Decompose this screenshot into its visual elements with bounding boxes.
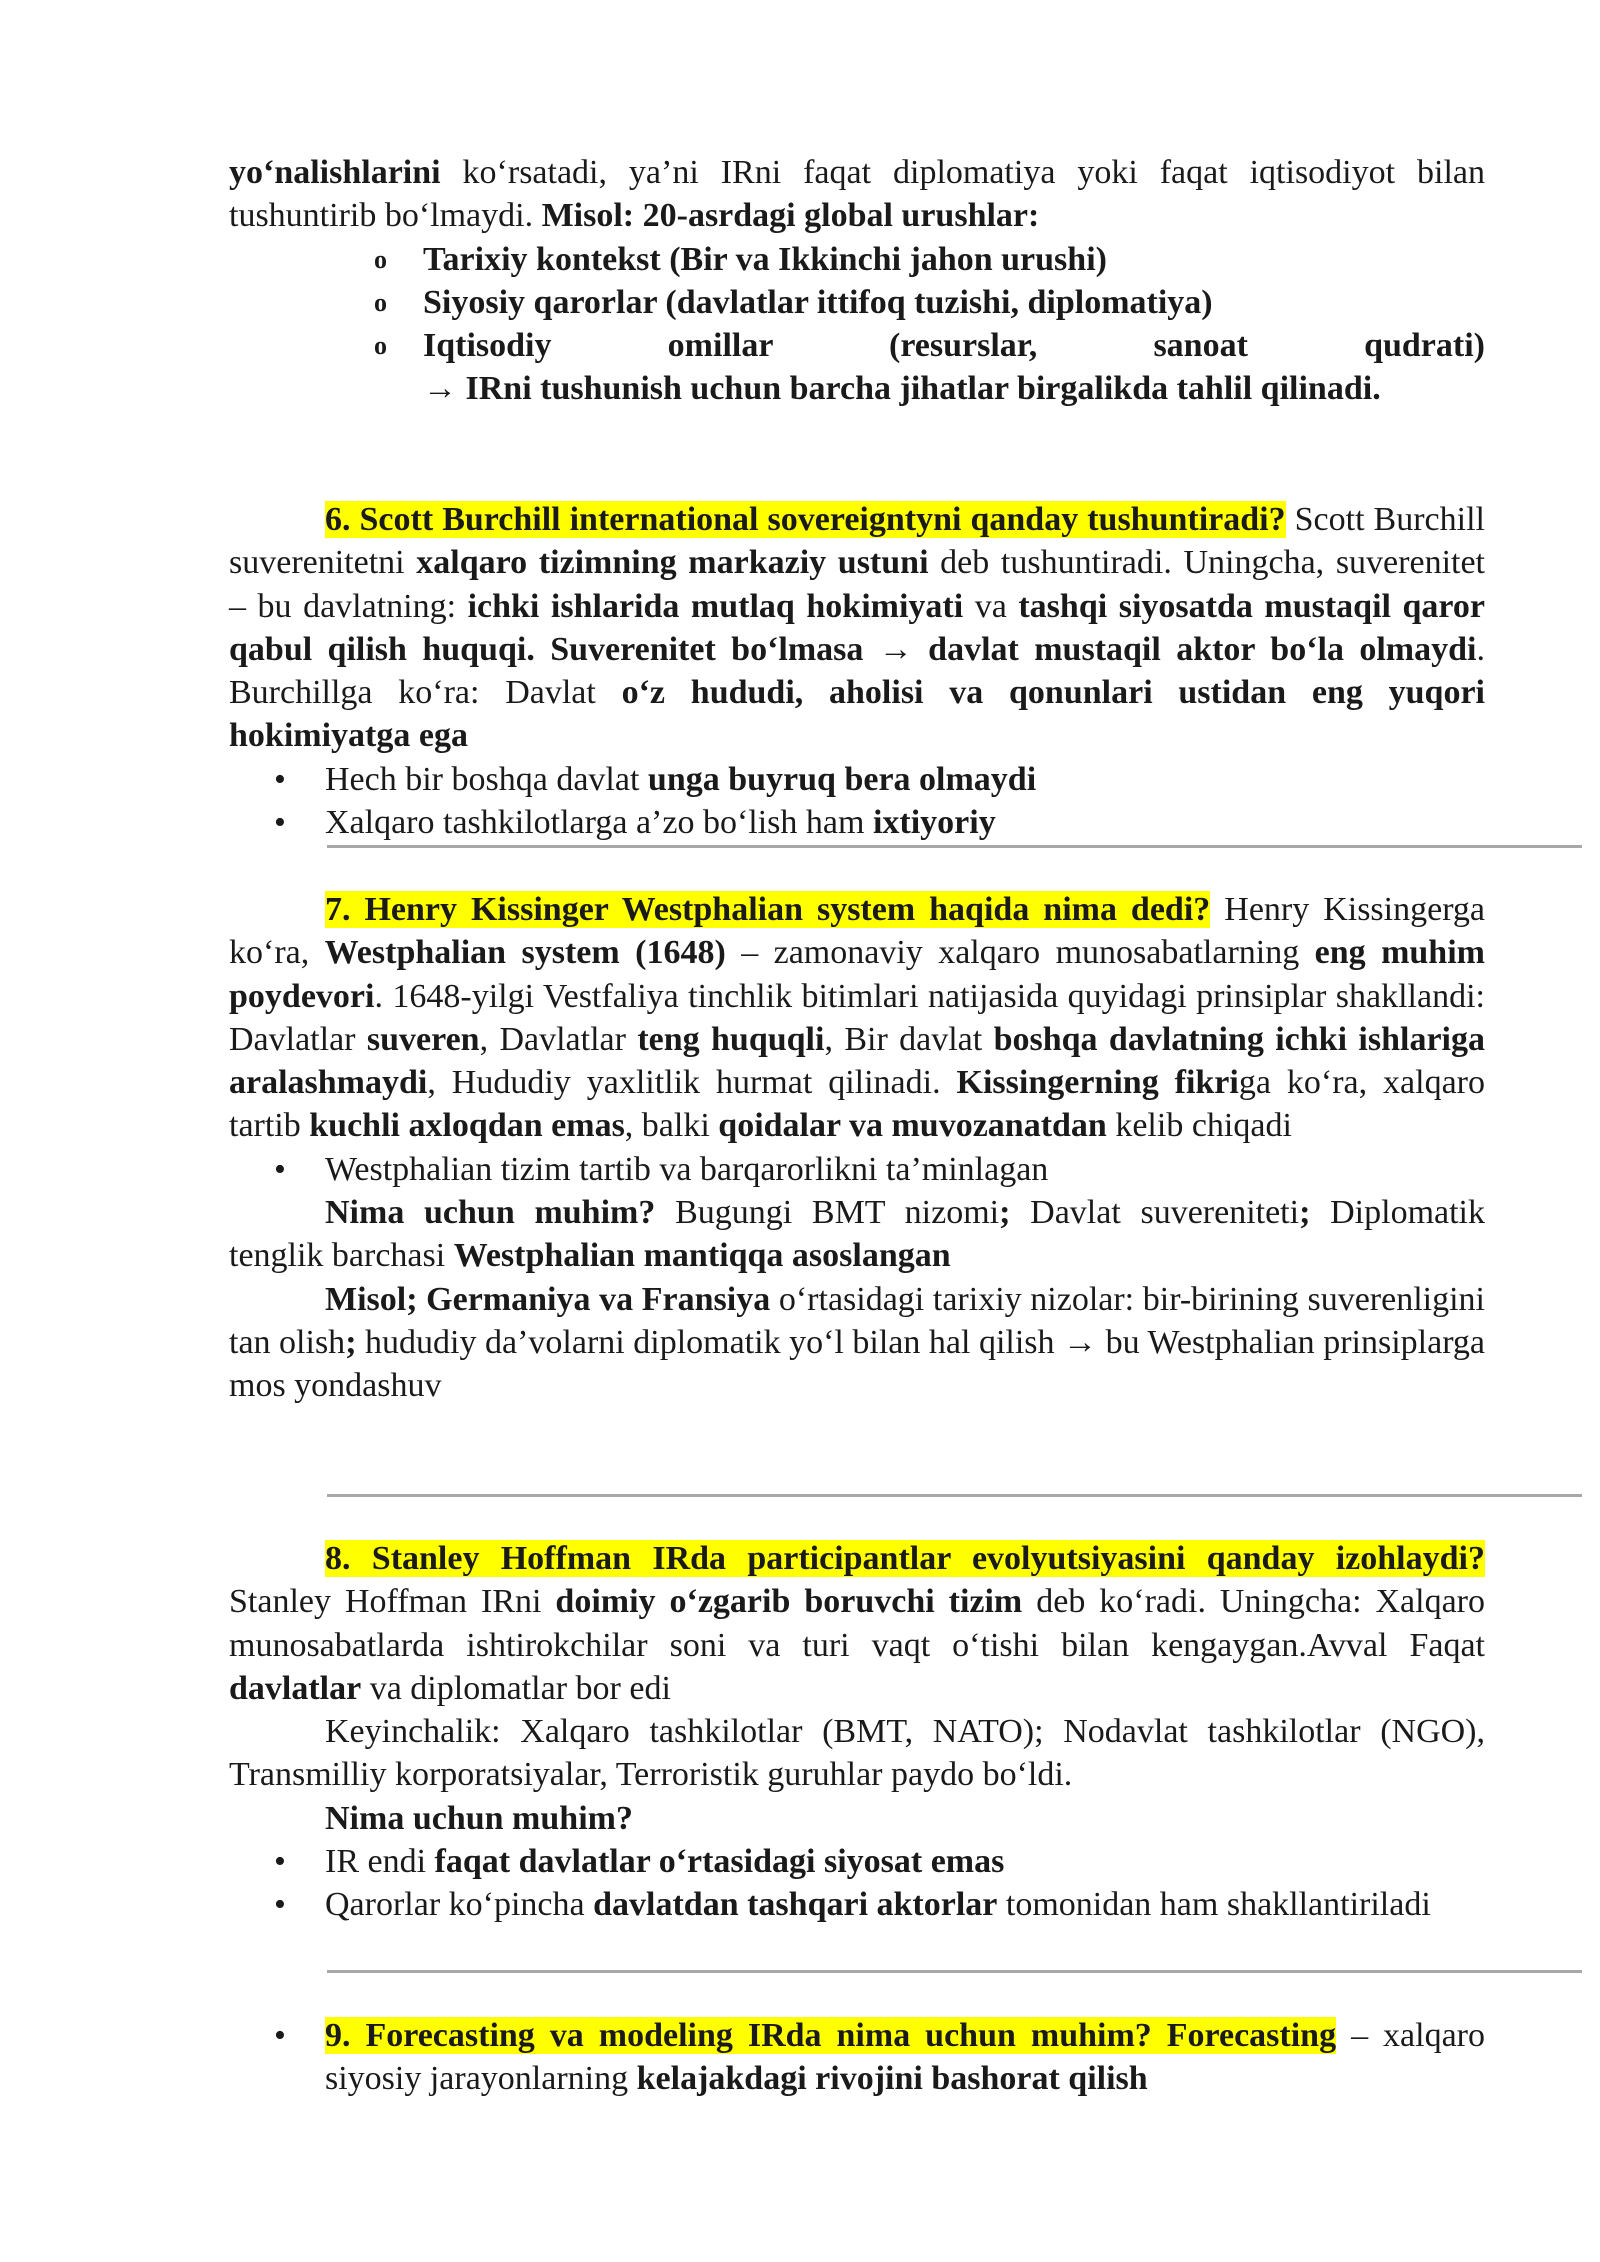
text: , Hududiy yaxlitlik hurmat qilinadi. (427, 1064, 957, 1102)
text: , balki (624, 1107, 719, 1145)
arrow-icon: → (423, 370, 457, 408)
horizontal-rule (327, 1494, 1582, 1497)
bullet-icon: • (274, 1150, 286, 1188)
text: Bugungi BMT nizomi (655, 1194, 1000, 1232)
conclusion-line (423, 370, 1381, 407)
section-7 (229, 888, 1485, 1408)
text: Hech bir boshqa davlat (325, 760, 648, 798)
circle-bullet-icon: o (374, 244, 387, 274)
question-heading: 7. Henry Kissinger Westphalian system haqida nima dedi? (325, 891, 1211, 928)
text: – zamonaviy xalqaro munosabatlarning (725, 934, 1315, 972)
text: va (963, 587, 1019, 625)
horizontal-rule (327, 845, 1582, 848)
list-item-text: Tarixiy kontekst (Bir va Ikkinchi jahon urushi) (423, 240, 1107, 278)
text: hududiy da’volarni diplomatik yo‘l bilan hal qilish (356, 1323, 1055, 1361)
bold-text: xalqaro tizimning markaziy ustuni (416, 544, 929, 582)
bold-text: yo‘nalishlarini (229, 154, 441, 191)
list-item (229, 801, 1485, 844)
bold-text: ichki ishlarida mutlaq hokimiyati (467, 587, 964, 625)
text: . Burchillga ko‘ra: Davlat (229, 630, 1485, 712)
text: deb tushuntiradi. Uningcha, suverenitet – bu davlatning: (229, 544, 1485, 625)
text: deb ko‘radi. Uningcha: Xalqaro munosabatlarda ishtirokchilar soni va turi vaqt o‘tishi bilan kengaygan.Avval Faqat (229, 1583, 1485, 1664)
bold-text: teng huquqli (637, 1020, 825, 1058)
text: bu Westphalian prinsiplarga mos yondashuv (229, 1323, 1485, 1405)
bullet-list (229, 1148, 1485, 1191)
bold-text: faqat davlatlar o‘rtasidagi siyosat emas (434, 1843, 1005, 1881)
bold-text: tashqi siyosatda mustaqil qaror qabul qilish huquqi. Suverenitet bo‘lmasa → davlat mustaqil aktor bo‘la olmaydi (229, 587, 1485, 668)
bold-text: Nima uchun muhim? (325, 1799, 633, 1837)
paragraph (229, 1797, 1485, 1840)
bold-text: ; (1299, 1194, 1311, 1232)
paragraph (229, 498, 1485, 758)
bold-text: o‘z hududi, aholisi va qonunlari ustidan eng yuqori hokimiyatga ega (229, 674, 1485, 755)
text: Qarorlar ko‘pincha (325, 1886, 594, 1924)
section-8 (229, 1537, 1485, 1927)
text: ko‘rsatadi, ya’ni IRni faqat diplomatiya yoki faqat iqtisodiyot bilan tushuntirib bo‘lmaydi. (229, 154, 1485, 235)
bold-text: qoidalar va muvozanatdan (718, 1107, 1107, 1145)
bullet-list (229, 758, 1485, 845)
list-item (229, 1148, 1485, 1191)
question-heading: 6. Scott Burchill international sovereigntyni qanday tushuntiradi? (325, 501, 1286, 538)
text: – xalqaro siyosiy jarayonlarning (325, 2017, 1485, 2098)
bold-text: Misol; Germaniya va Fransiya (325, 1280, 771, 1318)
text: . 1648-yilgi Vestfaliya tinchlik bitimlari natijasida quyidagi prinsiplar shakllandi: Davlatlar (229, 977, 1485, 1058)
list-item (229, 758, 1485, 801)
text: Diplomatik tenglik barchasi (229, 1194, 1485, 1275)
list-item (229, 1883, 1485, 1926)
bullet-icon: • (274, 1843, 286, 1881)
list-item (229, 1840, 1485, 1883)
bold-text: doimiy o‘zgarib boruvchi tizim (555, 1583, 1023, 1621)
list-item-text: Iqtisodiy omillar (resurslar, sanoat qudrati) (423, 327, 1485, 365)
list-item (229, 281, 1485, 324)
text: , Davlatlar (479, 1020, 638, 1058)
text: Davlat suvereniteti (1010, 1194, 1300, 1232)
list-item (229, 324, 1485, 411)
conclusion-text: IRni tushunish uchun barcha jihatlar birgalikda tahlil qilinadi. (465, 370, 1381, 408)
text: Scott Burchill suverenitetni (229, 501, 1485, 582)
bold-text: Kissingerning fikri (956, 1064, 1239, 1102)
circle-list (229, 238, 1485, 411)
text: tomonidan ham shakllantiriladi (997, 1886, 1431, 1924)
list-item-text: Siyosiy qarorlar (davlatlar ittifoq tuzishi, diplomatiya) (423, 283, 1213, 321)
text: va diplomatlar bor edi (361, 1669, 671, 1707)
bold-text: kelajakdagi rivojini bashorat qilish (636, 2060, 1148, 2098)
list-item (229, 238, 1485, 281)
text: Xalqaro tashkilotlarga a’zo bo‘lish ham (325, 804, 873, 842)
text: o‘rtasidagi tarixiy nizolar: bir-birining suverenligini tan olish (229, 1280, 1485, 1361)
bold-text: Westphalian system (1648) (324, 934, 726, 972)
section-9 (229, 2014, 1485, 2101)
question-heading: 9. Forecasting va modeling IRda nima uchun muhim? Forecasting (325, 2017, 1337, 2054)
bold-text: Nima uchun muhim? (325, 1194, 656, 1232)
text: Stanley Hoffman IRni (229, 1583, 556, 1621)
paragraph (229, 1191, 1485, 1278)
bold-text: boshqa davlatning ichki ishlariga aralashmaydi (229, 1020, 1485, 1102)
circle-bullet-icon: o (374, 331, 387, 361)
bold-text: kuchli axloqdan emas (309, 1107, 625, 1145)
text: , Bir davlat (824, 1020, 994, 1058)
circle-bullet-icon: o (374, 287, 387, 317)
arrow-icon: → (1063, 1323, 1098, 1361)
list-item (229, 2014, 1485, 2101)
bold-text: ; (345, 1323, 357, 1361)
bullet-list (229, 1840, 1485, 1927)
horizontal-rule (327, 1970, 1582, 1973)
bold-text: ; (999, 1194, 1011, 1232)
text: kelib chiqadi (1106, 1107, 1292, 1145)
section-6 (229, 498, 1485, 844)
bullet-icon: • (274, 2017, 286, 2054)
text: Westphalian tizim tartib va barqarorlikni ta’minlagan (325, 1150, 1049, 1188)
bold-text: Misol: 20-asrdagi global urushlar: (541, 197, 1040, 235)
bold-text: davlatlar (229, 1669, 362, 1707)
text: ga ko‘ra, xalqaro tartib (229, 1064, 1485, 1145)
paragraph (229, 1537, 1485, 1710)
bold-text: unga buyruq bera olmaydi (647, 760, 1037, 798)
bullet-icon: • (274, 1886, 286, 1924)
bold-text: davlatdan tashqari aktorlar (593, 1886, 998, 1924)
text: Henry Kissingerga ko‘ra, (229, 891, 1486, 972)
bold-text: eng muhim poydevori (229, 934, 1485, 1015)
paragraph (229, 888, 1485, 1148)
bold-text: ixtiyoriy (872, 804, 996, 842)
question-heading: 8. Stanley Hoffman IRda participantlar evolyutsiyasini qanday izohlaydi? (325, 1540, 1485, 1577)
bold-text: Westphalian mantiqqa asoslangan (453, 1237, 951, 1275)
paragraph (229, 151, 1485, 238)
section-5-continuation (229, 151, 1485, 411)
bullet-icon: • (274, 760, 286, 798)
paragraph: Keyinchalik: Xalqaro tashkilotlar (BMT, NATO); Nodavlat tashkilotlar (NGO), Transmilliy korporatsiyalar, Terroristik guruhlar paydo bo‘ldi. (229, 1713, 1485, 1794)
paragraph (229, 1278, 1485, 1408)
bold-text: suveren (366, 1020, 480, 1058)
bullet-icon: • (274, 804, 286, 842)
bullet-list (229, 2014, 1485, 2101)
text: IR endi (325, 1843, 435, 1881)
